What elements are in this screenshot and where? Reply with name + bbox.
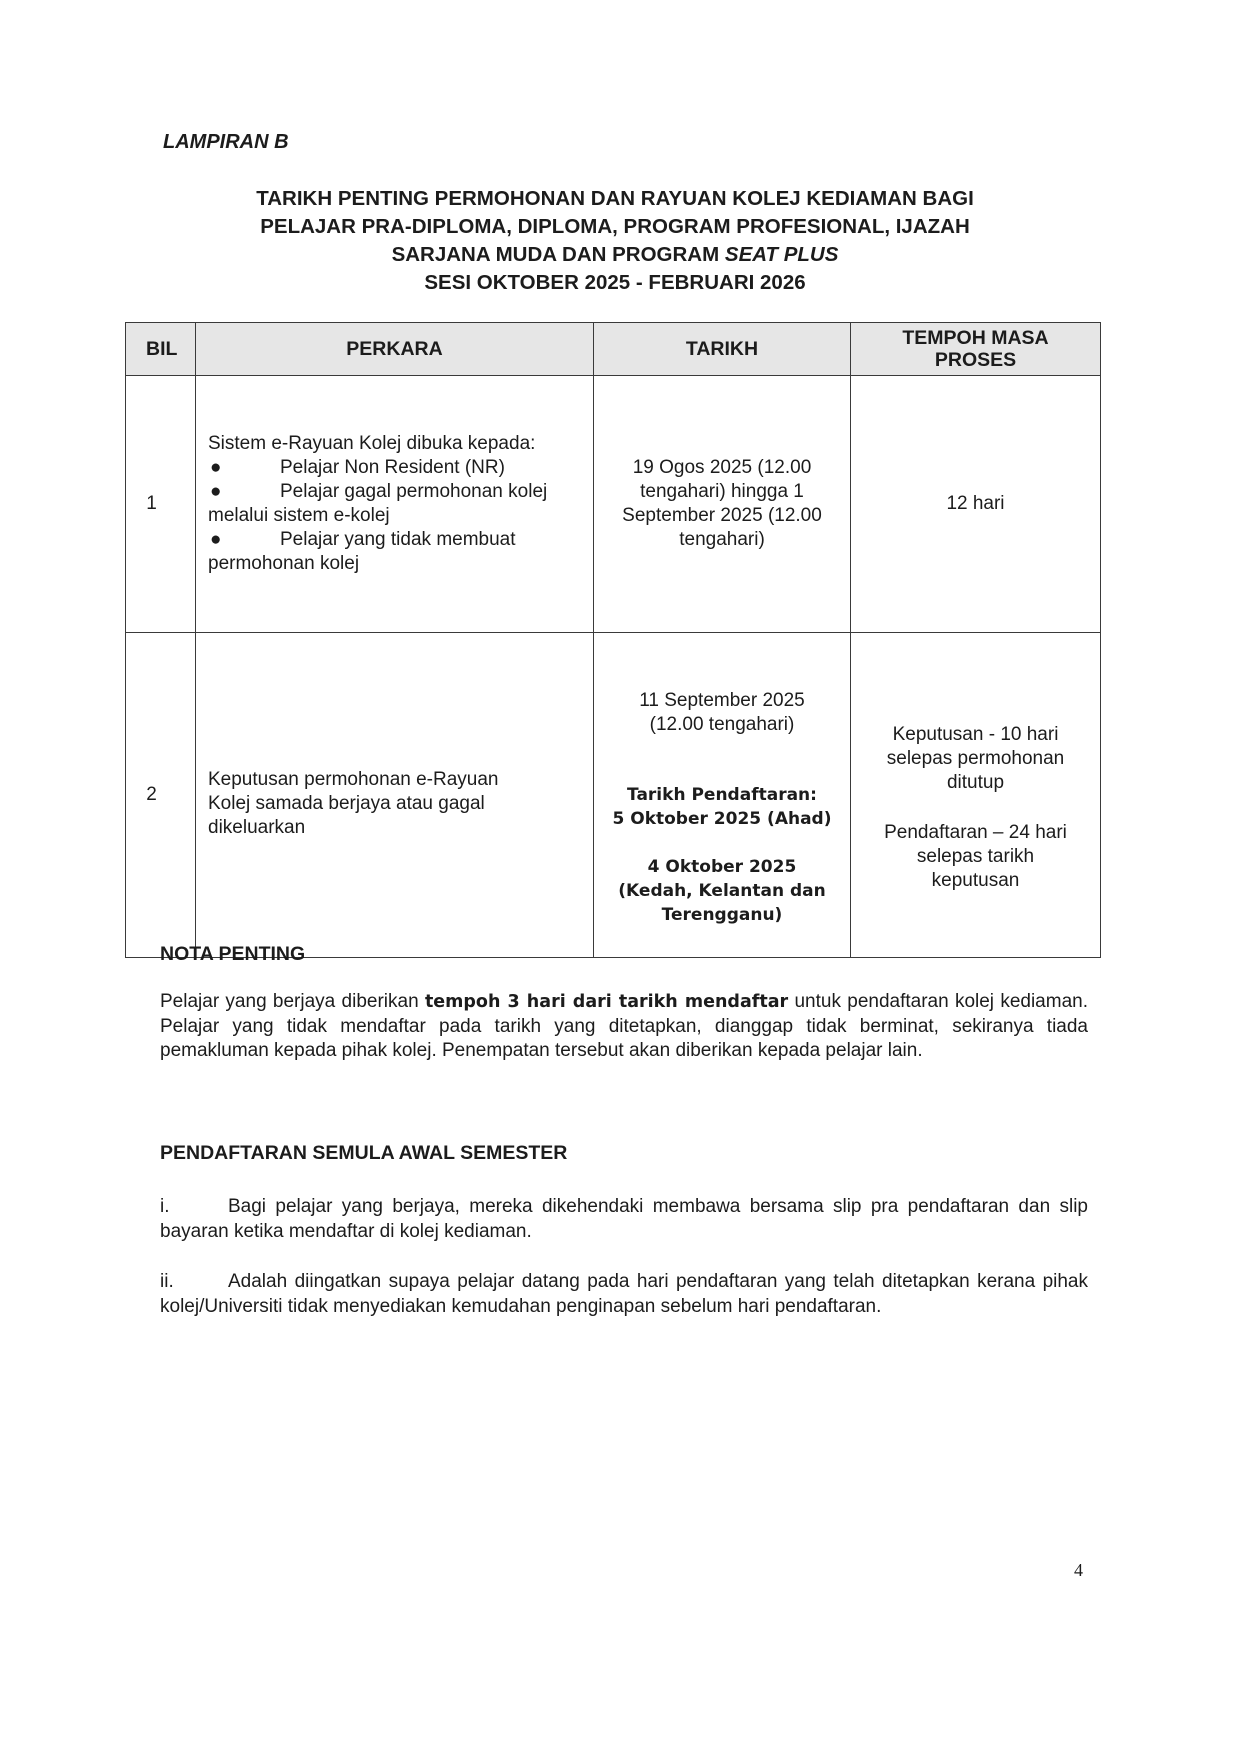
nota-paragraph: Pelajar yang berjaya diberikan tempoh 3 hari dari tarikh mendaftar untuk pendaftaran kolej kediaman. Pelajar yang tidak mendaftar pada tarikh yang ditetapkan, dianggap tidak berminat, sekiranya tiada pemakluman kepada pihak kolej. Penempatan tersebut akan diberikan kepada pelajar lain. — [160, 991, 1088, 1061]
nota-bold: tempoh 3 hari dari tarikh mendaftar — [424, 992, 789, 1012]
registration-date-1: 5 Oktober 2025 (Ahad) — [612, 809, 832, 829]
pendaftaran-heading: PENDAFTARAN SEMULA AWAL SEMESTER — [160, 1142, 568, 1164]
registration-date-label: Tarikh Pendaftaran: — [627, 785, 817, 805]
perkara-intro: Sistem e-Rayuan Kolej dibuka kepada: — [208, 433, 536, 454]
row-1-tarikh: 19 Ogos 2025 (12.00 tengahari) hingga 1 September 2025 (12.00 tengahari) — [594, 376, 851, 633]
page-number: 4 — [1074, 1560, 1083, 1580]
bullet-icon: ● — [210, 457, 222, 478]
table-row — [126, 376, 1101, 633]
row-2-bil: 2 — [126, 633, 196, 958]
bullet-item: ● Pelajar gagal permohonan kolej — [210, 481, 548, 502]
title-italic: SEAT PLUS — [724, 243, 839, 266]
table-header-row — [126, 323, 1101, 376]
bullet-icon: ● — [210, 529, 222, 550]
row-1-bil: 1 — [126, 376, 196, 633]
header-tarikh: TARIKH — [594, 323, 851, 376]
header-tempoh: TEMPOH MASA PROSES — [851, 323, 1101, 376]
row-1-tempoh: 12 hari — [851, 376, 1101, 633]
title-line-4: SESI OKTOBER 2025 - FEBRUARI 2026 — [424, 271, 806, 294]
row-1-perkara — [196, 376, 594, 633]
row-2-tarikh: 11 September 2025 (12.00 tengahari) Tarikh Pendaftaran: 5 Oktober 2025 (Ahad) 4 Oktober 2025 (Kedah, Kelantan dan Terengganu) — [594, 633, 851, 958]
title-line-3: SARJANA MUDA DAN PROGRAM SEAT PLUS — [391, 243, 839, 266]
bullet-item: ● Pelajar Non Resident (NR) — [210, 457, 505, 478]
header-bil: BIL — [126, 323, 196, 376]
nota-heading: NOTA PENTING — [160, 943, 306, 965]
registration-date-2: 4 Oktober 2025 — [647, 857, 797, 877]
row-2-perkara: Keputusan permohonan e-Rayuan Kolej samada berjaya atau gagal dikeluarkan — [196, 633, 594, 958]
bullet-continuation: permohonan kolej — [208, 553, 360, 574]
row-2-tempoh: Keputusan - 10 hari selepas permohonan ditutup Pendaftaran – 24 hari selepas tarikh keputusan — [851, 633, 1101, 958]
title-line-2: PELAJAR PRA-DIPLOMA, DIPLOMA, PROGRAM PROFESIONAL, IJAZAH — [260, 215, 970, 238]
table-row — [126, 633, 1101, 958]
annex-label: LAMPIRAN B — [163, 131, 289, 153]
list-item: i. Bagi pelajar yang berjaya, mereka dikehendaki membawa bersama slip pra pendaftaran dan slip bayaran ketika mendaftar di kolej kediaman. — [160, 1196, 1088, 1242]
bullet-item: ● Pelajar yang tidak membuat — [210, 529, 516, 550]
bullet-continuation: melalui sistem e-kolej — [208, 505, 390, 526]
list-item: ii. Adalah diingatkan supaya pelajar datang pada hari pendaftaran yang telah ditetapkan kerana pihak kolej/Universiti tidak menyediakan kemudahan penginapan sebelum hari pendaftaran. — [160, 1271, 1088, 1317]
title-line-1: TARIKH PENTING PERMOHONAN DAN RAYUAN KOLEJ KEDIAMAN BAGI — [256, 187, 974, 210]
document-title — [150, 185, 1080, 297]
schedule-table — [125, 322, 1101, 958]
header-perkara: PERKARA — [196, 323, 594, 376]
bullet-icon: ● — [210, 481, 222, 502]
